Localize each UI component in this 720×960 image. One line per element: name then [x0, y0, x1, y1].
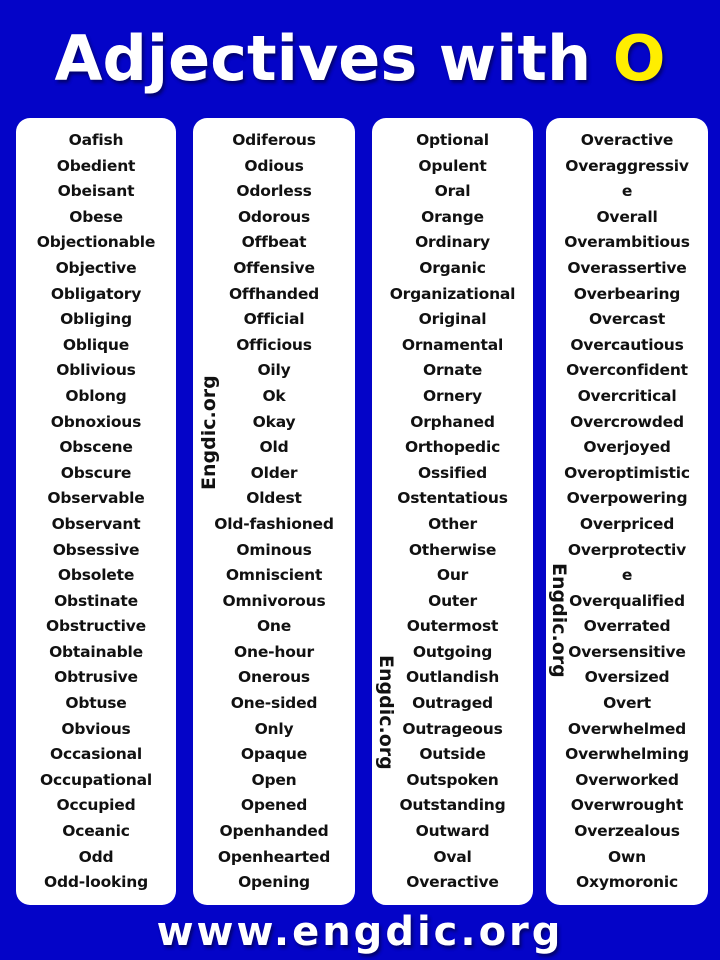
- word-item: Overaggressiv: [565, 156, 689, 175]
- word-item: Overassertive: [567, 258, 687, 277]
- word-list: [546, 128, 708, 896]
- word-item: Original: [418, 310, 487, 329]
- word-item: Offhanded: [228, 284, 320, 303]
- word-item: Obtainable: [49, 642, 143, 661]
- word-item: Overwhelmed: [567, 719, 687, 738]
- word-item: Objective: [55, 258, 137, 277]
- word-item: Occupational: [40, 770, 152, 789]
- word-item: Offbeat: [241, 233, 307, 252]
- word-item: Openhearted: [217, 847, 331, 866]
- word-item: One-sided: [230, 694, 318, 713]
- word-item: Omniscient: [225, 566, 323, 585]
- word-item: Overqualified: [569, 591, 685, 610]
- word-item: Overambitious: [564, 233, 690, 252]
- word-item: Optional: [416, 131, 489, 149]
- word-item: Overconfident: [566, 361, 688, 380]
- word-item: One-hour: [234, 642, 314, 661]
- word-item: Oceanic: [62, 822, 130, 841]
- word-item: Observant: [51, 514, 141, 533]
- word-item: Older: [250, 463, 298, 482]
- word-item: Ok: [262, 386, 286, 405]
- word-item: Oily: [257, 361, 291, 380]
- word-item: Outstanding: [399, 796, 506, 815]
- word-item: Overactive: [580, 131, 674, 149]
- word-item: Ossified: [417, 463, 487, 482]
- word-item: Old-fashioned: [214, 514, 334, 533]
- word-item: Ornate: [422, 361, 483, 380]
- word-item: Open: [251, 770, 297, 789]
- word-item: Overworked: [575, 770, 679, 789]
- word-item: Obsolete: [57, 566, 135, 585]
- word-item: Opened: [240, 796, 308, 815]
- word-item: Oversized: [584, 668, 670, 687]
- word-item: Obnoxious: [50, 412, 142, 431]
- word-item: Odorous: [237, 207, 311, 226]
- word-item: Oral: [434, 182, 471, 201]
- word-item: Overoptimistic: [564, 463, 690, 482]
- word-item: Organizational: [389, 284, 516, 303]
- word-item: Outward: [415, 822, 490, 841]
- word-item: Ornery: [423, 386, 482, 405]
- word-item: Oxymoronic: [576, 873, 678, 892]
- word-item: Obscure: [60, 463, 132, 482]
- word-item: Ordinary: [415, 233, 490, 252]
- watermark-engdic: Engdic.org: [375, 655, 397, 770]
- title-prefix: Adjectives with: [54, 22, 592, 95]
- word-item: Oversensitive: [568, 642, 686, 661]
- word-column-2: [193, 118, 355, 905]
- word-item: Overprotectiv: [567, 540, 687, 559]
- word-column-1: [16, 118, 176, 905]
- word-item: Organic: [419, 258, 486, 277]
- word-item: Odorless: [236, 182, 312, 201]
- word-item: Obese: [69, 207, 123, 226]
- word-item: Own: [608, 847, 646, 866]
- word-item: Obscene: [59, 438, 133, 457]
- word-item: Objectionable: [36, 233, 156, 252]
- word-item: Obliging: [60, 310, 132, 329]
- page-title: [0, 14, 720, 104]
- word-item: e: [621, 566, 633, 585]
- word-item: Old: [259, 438, 289, 457]
- word-item: Observable: [47, 489, 145, 508]
- word-item: Odd-looking: [44, 873, 148, 892]
- word-list: [372, 128, 533, 896]
- word-item: Overcautious: [570, 335, 684, 354]
- word-item: Officious: [236, 335, 312, 354]
- word-item: Obvious: [61, 719, 131, 738]
- word-item: Outer: [428, 591, 477, 610]
- word-item: Odious: [244, 156, 304, 175]
- word-item: Obtrusive: [54, 668, 138, 687]
- word-item: Ostentatious: [397, 489, 508, 508]
- word-item: Obligatory: [50, 284, 142, 303]
- word-item: Odiferous: [232, 131, 316, 149]
- word-item: Obsessive: [52, 540, 140, 559]
- word-item: Overzealous: [574, 822, 680, 841]
- word-column-4: [546, 118, 708, 905]
- word-item: Only: [254, 719, 294, 738]
- word-item: Overbearing: [573, 284, 681, 303]
- word-item: Okay: [252, 412, 296, 431]
- word-item: e: [621, 182, 633, 201]
- word-item: Outraged: [412, 694, 493, 713]
- word-item: Otherwise: [408, 540, 497, 559]
- word-list: [16, 128, 176, 896]
- word-item: Obstinate: [54, 591, 138, 610]
- word-item: Ornamental: [401, 335, 504, 354]
- word-item: Openhanded: [219, 822, 329, 841]
- word-item: Overcrowded: [570, 412, 684, 431]
- word-item: Obtuse: [65, 694, 127, 713]
- word-item: Opulent: [418, 156, 487, 175]
- word-item: Opaque: [240, 745, 308, 764]
- word-item: Outlandish: [405, 668, 500, 687]
- word-item: Orthopedic: [404, 438, 501, 457]
- word-item: Outrageous: [402, 719, 503, 738]
- word-item: Oldest: [246, 489, 302, 508]
- word-item: Obeisant: [57, 182, 135, 201]
- word-item: Orange: [421, 207, 484, 226]
- word-item: Omnivorous: [222, 591, 326, 610]
- word-item: Overall: [596, 207, 658, 226]
- word-item: Oblivious: [56, 361, 136, 380]
- word-item: Ominous: [236, 540, 312, 559]
- word-item: Obstructive: [46, 617, 146, 636]
- word-item: Oafish: [68, 131, 124, 149]
- word-item: Oblong: [65, 386, 127, 405]
- word-item: Occupied: [56, 796, 136, 815]
- word-item: Overcritical: [577, 386, 677, 405]
- word-column-3: [372, 118, 533, 905]
- word-item: Overwhelming: [565, 745, 689, 764]
- word-item: Overcast: [588, 310, 666, 329]
- word-item: Overpriced: [579, 514, 675, 533]
- word-item: Occasional: [49, 745, 142, 764]
- word-item: Oblique: [62, 335, 130, 354]
- word-item: Outside: [419, 745, 486, 764]
- word-item: Obedient: [56, 156, 136, 175]
- title-letter: O: [612, 22, 666, 95]
- footer-url: www.engdic.org: [156, 909, 564, 955]
- word-item: Overt: [603, 694, 651, 713]
- watermark-engdic: Engdic.org: [198, 375, 220, 490]
- word-item: Offensive: [233, 258, 315, 277]
- word-item: Overwrought: [570, 796, 684, 815]
- word-item: Other: [428, 514, 477, 533]
- word-item: Onerous: [238, 668, 310, 687]
- word-item: Opening: [238, 873, 310, 892]
- word-item: Oval: [433, 847, 472, 866]
- word-item: Our: [436, 566, 469, 585]
- word-item: Outspoken: [406, 770, 499, 789]
- watermark-engdic: Engdic.org: [548, 563, 570, 678]
- word-item: Outermost: [406, 617, 499, 636]
- word-item: Official: [243, 310, 305, 329]
- word-item: Odd: [78, 847, 114, 866]
- word-item: Overrated: [583, 617, 671, 636]
- word-item: Outgoing: [412, 642, 493, 661]
- word-item: One: [256, 617, 292, 636]
- word-item: Overpowering: [566, 489, 688, 508]
- word-item: Overjoyed: [583, 438, 671, 457]
- word-item: Overactive: [406, 873, 499, 892]
- word-item: Orphaned: [410, 412, 495, 431]
- word-list: [193, 128, 355, 896]
